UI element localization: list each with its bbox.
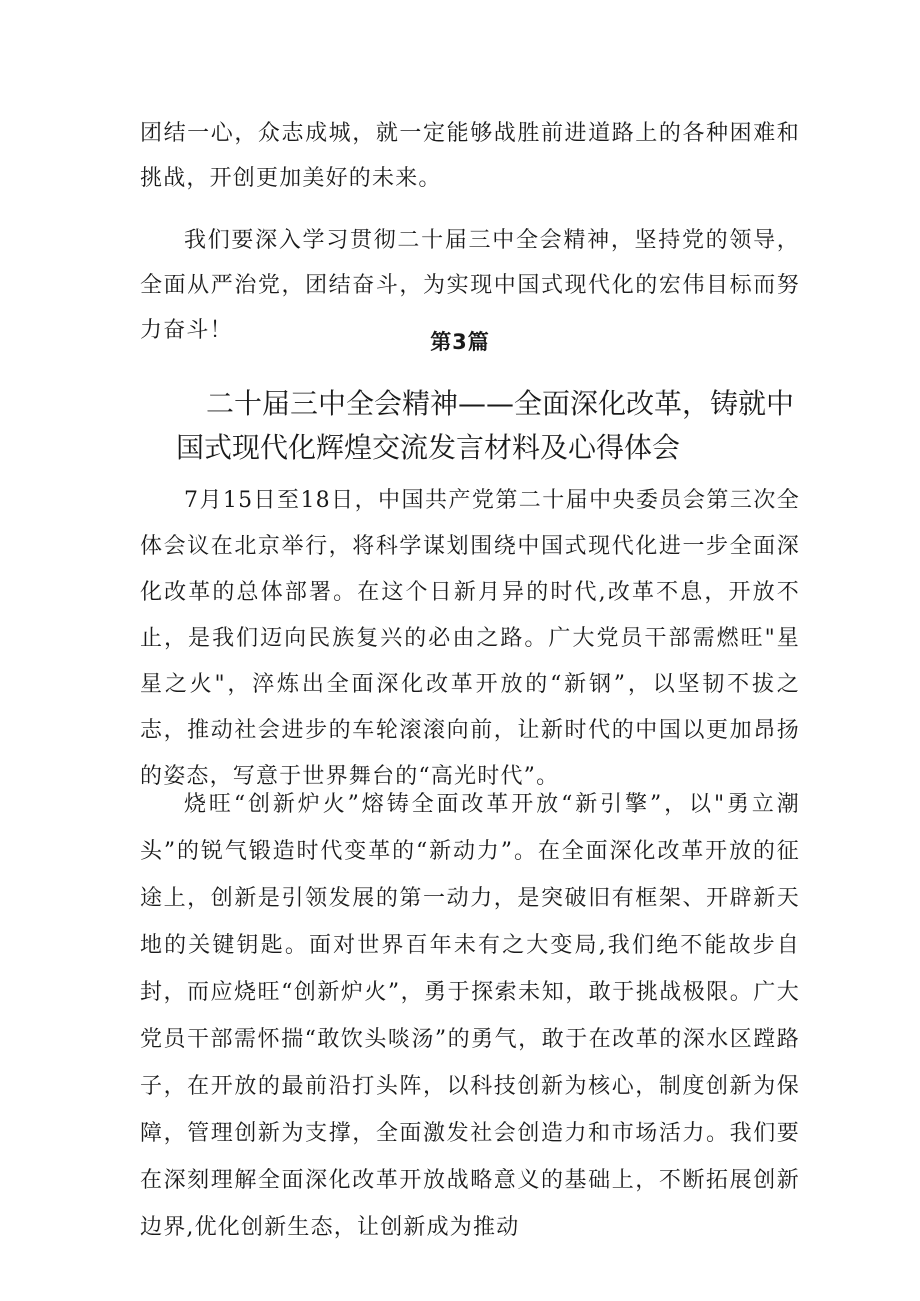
section-number: 第3篇 (430, 330, 490, 354)
article-title: 二十届三中全会精神——全面深化改革，铸就中国式现代化辉煌交流发言材料及心得体会 (176, 387, 795, 464)
closing-paragraph: 我们要深入学习贯彻二十届三中全会精神，坚持党的领导，全面从严治党，团结奋斗，为实现中国式现代化的宏伟目标而努力奋斗！ (140, 228, 800, 343)
body-paragraph-1: 7月15日至18日，中国共产党第二十届中央委员会第三次全体会议在北京举行，将科学谋划围绕中国式现代化进一步全面深化改革的总体部署。在这个日新月异的时代,改革不息，开放不止，是我们迈向民族复兴的必由之路。广大党员干部需燃旺"星星之火"，淬炼出全面深化改革开放的“新钢”，以坚韧不拔之志，推动社会进步的车轮滚滚向前，让新时代的中国以更加昂扬的姿态，写意于世界舞台的“高光时代”。 (140, 488, 800, 789)
body-paragraph-2: 烧旺“创新炉火”熔铸全面改革开放“新引擎”，以"勇立潮头”的锐气锻造时代变革的“新动力”。在全面深化改革开放的征途上，创新是引领发展的第一动力，是突破旧有框架、开辟新天地的关键钥匙。面对世界百年未有之大变局,我们绝不能故步自封，而应烧旺“创新炉火”，勇于探索未知，敢于挑战极限。广大党员干部需怀揣“敢饮头啖汤”的勇气，敢于在改革的深水区蹚路子，在开放的最前沿打头阵，以科技创新为核心，制度创新为保障，管理创新为支撑，全面激发社会创造力和市场活力。我们要在深刻理解全面深化改革开放战略意义的基础上，不断拓展创新边界,优化创新生态，让创新成为推动 (140, 792, 800, 1240)
continued-paragraph: 团结一心，众志成城，就一定能够战胜前进道路上的各种困难和挑战，开创更加美好的未来。 (140, 121, 800, 191)
